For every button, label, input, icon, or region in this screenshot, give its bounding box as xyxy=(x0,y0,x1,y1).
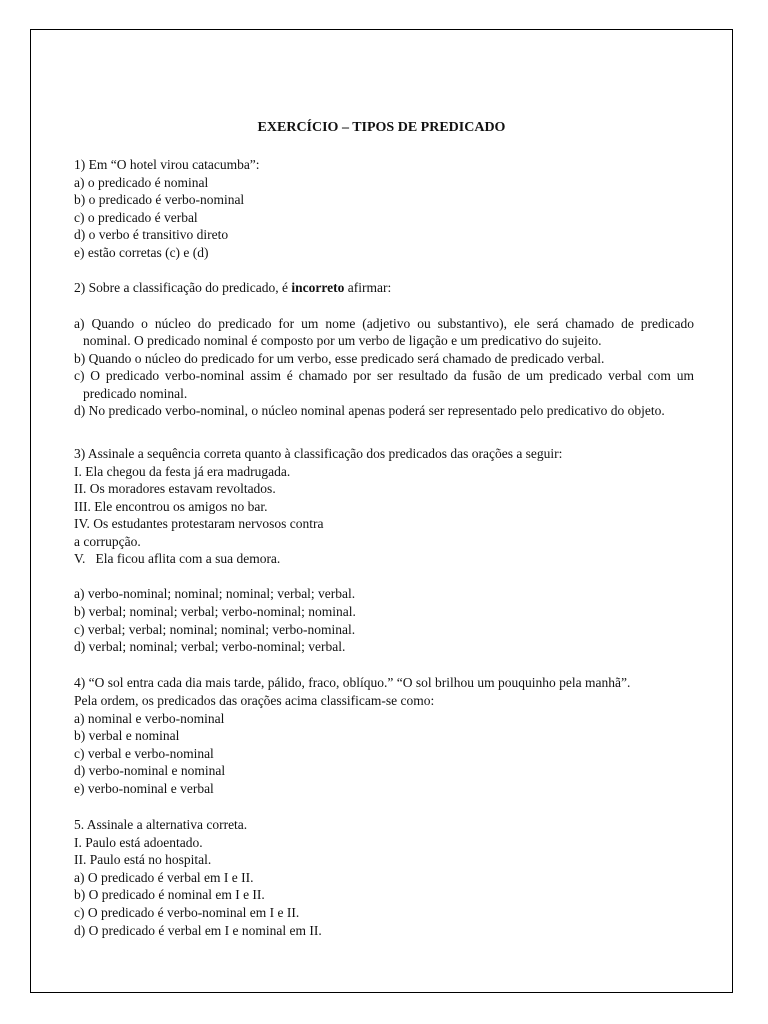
q3-item-1: I. Ela chegou da festa já era madrugada. xyxy=(74,464,291,479)
q2-stem xyxy=(74,279,391,296)
q3-option-c: c) verbal; verbal; nominal; nominal; verbo-nominal. xyxy=(74,622,356,637)
q1-option-c: c) o predicado é verbal xyxy=(74,210,198,225)
q1-option-b: b) o predicado é verbo-nominal xyxy=(74,192,245,207)
q5-item-1: I. Paulo está adoentado. xyxy=(74,835,203,850)
q5-option-b: b) O predicado é nominal em I e II. xyxy=(74,887,265,902)
q5-option-d: d) O predicado é verbal em I e nominal em II. xyxy=(74,923,322,938)
q1-stem: 1) Em “O hotel virou catacumba”: xyxy=(74,157,260,172)
q5-item-2: II. Paulo está no hospital. xyxy=(74,852,212,867)
q4-stem-line2: Pela ordem, os predicados das orações acima classificam-se como: xyxy=(74,693,435,708)
q3-option-a: a) verbo-nominal; nominal; nominal; verbal; verbal. xyxy=(74,586,356,601)
q4-option-d: d) verbo-nominal e nominal xyxy=(74,763,226,778)
q3-item-3: III. Ele encontrou os amigos no bar. xyxy=(74,499,268,514)
q2-option-c-line2: predicado nominal. xyxy=(83,386,188,401)
q3-stem: 3) Assinale a sequência correta quanto à classificação dos predicados das orações a seguir: xyxy=(74,446,563,461)
q3-item-4: IV. Os estudantes protestaram nervosos contra xyxy=(74,516,324,531)
q4-option-b: b) verbal e nominal xyxy=(74,728,180,743)
q3-item-5: V. Ela ficou aflita com a sua demora. xyxy=(74,551,281,566)
q4-option-a: a) nominal e verbo-nominal xyxy=(74,711,225,726)
q2-stem-bold: incorreto xyxy=(291,280,345,295)
page-title: EXERCÍCIO – TIPOS DE PREDICADO xyxy=(257,120,506,135)
q2-stem-after: afirmar: xyxy=(344,280,392,295)
q5-option-c: c) O predicado é verbo-nominal em I e II. xyxy=(74,905,300,920)
q4-option-e: e) verbo-nominal e verbal xyxy=(74,781,214,796)
q2-stem-before: 2) Sobre a classificação do predicado, é xyxy=(74,280,292,295)
q4-stem-line1: 4) “O sol entra cada dia mais tarde, pálido, fraco, oblíquo.” “O sol brilhou um pouquinho pela manhã”. xyxy=(74,675,631,690)
q4-option-c: c) verbal e verbo-nominal xyxy=(74,746,214,761)
q3-item-2: II. Os moradores estavam revoltados. xyxy=(74,481,276,496)
q3-option-d: d) verbal; nominal; verbal; verbo-nominal; verbal. xyxy=(74,639,346,654)
q5-option-a: a) O predicado é verbal em I e II. xyxy=(74,870,254,885)
q5-stem: 5. Assinale a alternativa correta. xyxy=(74,817,248,832)
q2-option-a-line2: nominal. O predicado nominal é composto por um verbo de ligação e um predicativo do sujeito. xyxy=(83,333,602,348)
q3-option-b: b) verbal; nominal; verbal; verbo-nominal; nominal. xyxy=(74,604,356,619)
q3-item-4-cont: a corrupção. xyxy=(74,534,141,549)
document-page xyxy=(30,29,733,993)
q2-option-c-line1: c) O predicado verbo-nominal assim é chamado por ser resultado da fusão de um predicado verbal com um xyxy=(74,368,694,383)
q2-option-a-line1: a) Quando o núcleo do predicado for um nome (adjetivo ou substantivo), ele será chamado de predicado xyxy=(74,316,694,331)
q1-option-e: e) estão corretas (c) e (d) xyxy=(74,245,209,260)
q2-option-b: b) Quando o núcleo do predicado for um verbo, esse predicado será chamado de predicado verbal. xyxy=(74,351,605,366)
q1-option-a: a) o predicado é nominal xyxy=(74,175,209,190)
q1-option-d: d) o verbo é transitivo direto xyxy=(74,227,229,242)
q2-option-d: d) No predicado verbo-nominal, o núcleo nominal apenas poderá ser representado pelo predicativo do objeto. xyxy=(74,403,665,418)
